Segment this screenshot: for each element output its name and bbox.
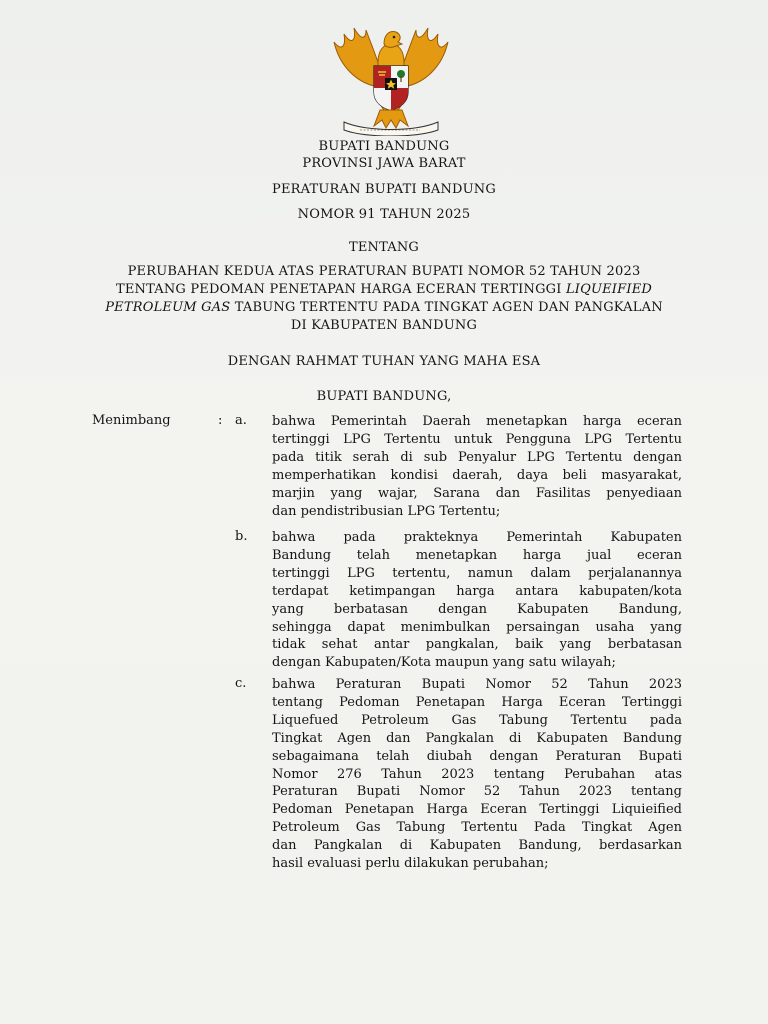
header-regent-title: BUPATI BANDUNG xyxy=(318,139,450,154)
item-c-line: dan Pangkalan di Kabupaten Bandung, berdasarkan xyxy=(272,838,682,854)
item-a-body xyxy=(272,413,682,520)
item-b-line: dengan Kabupaten/Kota maupun yang satu wilayah; xyxy=(272,655,616,671)
regulation-number: NOMOR 91 TAHUN 2025 xyxy=(297,207,471,222)
item-c-line: hasil evaluasi perlu dilakukan perubahan; xyxy=(272,856,549,872)
menimbang-label: Menimbang xyxy=(92,413,171,428)
item-c-line: Nomor 276 Tahun 2023 tentang Perubahan atas xyxy=(272,766,682,782)
item-c-line: sebagaimana telah diubah dengan Peraturan Bupati xyxy=(272,748,682,764)
item-b-line: yang berbatasan dengan Kabupaten Bandung, xyxy=(272,601,682,617)
title-line-2 xyxy=(0,282,768,297)
item-a-line: memperhatikan kondisi daerah, daya beli masyarakat, xyxy=(272,467,682,483)
rahmat-line: DENGAN RAHMAT TUHAN YANG MAHA ESA xyxy=(227,354,541,369)
title-line-3-text: TABUNG TERTENTU PADA TINGKAT AGEN DAN PANGKALAN xyxy=(230,300,663,315)
item-a-letter: a. xyxy=(235,413,247,428)
item-b-line: tidak sehat antar pangkalan, baik yang berbatasan xyxy=(272,637,682,653)
menimbang-colon: : xyxy=(218,413,223,428)
item-a-line: pada titik serah di sub Penyalur LPG Tertentu dengan xyxy=(272,449,682,465)
item-b-line: terdapat ketimpangan harga antara kabupaten/kota xyxy=(272,583,682,599)
item-c-line: Pedoman Penetapan Harga Eceran Tertinggi Liquieified xyxy=(272,802,682,818)
item-b-line: bahwa pada prakteknya Pemerintah Kabupaten xyxy=(272,530,682,545)
garuda-emblem-icon xyxy=(330,22,452,136)
item-b-letter: b. xyxy=(235,529,248,544)
item-c-line: Petroleum Gas Tabung Tertentu Pada Tingkat Agen xyxy=(272,820,682,836)
item-b-line: Bandung telah menetapkan harga jual eceran xyxy=(272,547,682,563)
item-b-line: sehingga dapat menimbulkan persaingan usaha yang xyxy=(272,619,682,635)
item-a-line: dan pendistribusian LPG Tertentu; xyxy=(272,503,501,519)
item-b-body xyxy=(272,529,682,672)
bupati-line: BUPATI BANDUNG, xyxy=(316,389,452,404)
item-c-line: Peraturan Bupati Nomor 52 Tahun 2023 tentang xyxy=(272,784,682,800)
item-a-line: tertinggi LPG Tertentu untuk Pengguna LPG Tertentu xyxy=(272,431,682,447)
tentang-label: TENTANG xyxy=(348,240,420,255)
header-province: PROVINSI JAWA BARAT xyxy=(302,156,466,171)
title-line-3 xyxy=(0,300,768,315)
title-line-3-italic: PETROLEUM GAS xyxy=(105,300,231,315)
item-c-line: tentang Pedoman Penetapan Harga Eceran Tertinggi xyxy=(272,694,682,710)
title-line-1: PERUBAHAN KEDUA ATAS PERATURAN BUPATI NOMOR 52 TAHUN 2023 xyxy=(127,264,641,279)
title-line-2-text: TENTANG PEDOMAN PENETAPAN HARGA ECERAN TERTINGGI xyxy=(115,282,566,297)
item-c-letter: c. xyxy=(235,676,247,691)
regulation-type: PERATURAN BUPATI BANDUNG xyxy=(272,182,496,197)
item-a-line: bahwa Pemerintah Daerah menetapkan harga eceran xyxy=(272,414,682,429)
item-c-line: bahwa Peraturan Bupati Nomor 52 Tahun 2023 xyxy=(272,677,682,692)
item-a-line: marjin yang wajar, Sarana dan Fasilitas penyediaan xyxy=(272,485,682,501)
item-b-line: tertinggi LPG tertentu, namun dalam perjalanannya xyxy=(272,565,682,581)
title-line-2-italic: LIQUEIFIED xyxy=(565,282,653,297)
item-c-body xyxy=(272,676,682,873)
item-c-line: Tingkat Agen dan Pangkalan di Kabupaten Bandung xyxy=(272,730,682,746)
item-c-line: Liquefued Petroleum Gas Tabung Tertentu pada xyxy=(272,712,682,728)
title-line-4: DI KABUPATEN BANDUNG xyxy=(290,318,478,333)
